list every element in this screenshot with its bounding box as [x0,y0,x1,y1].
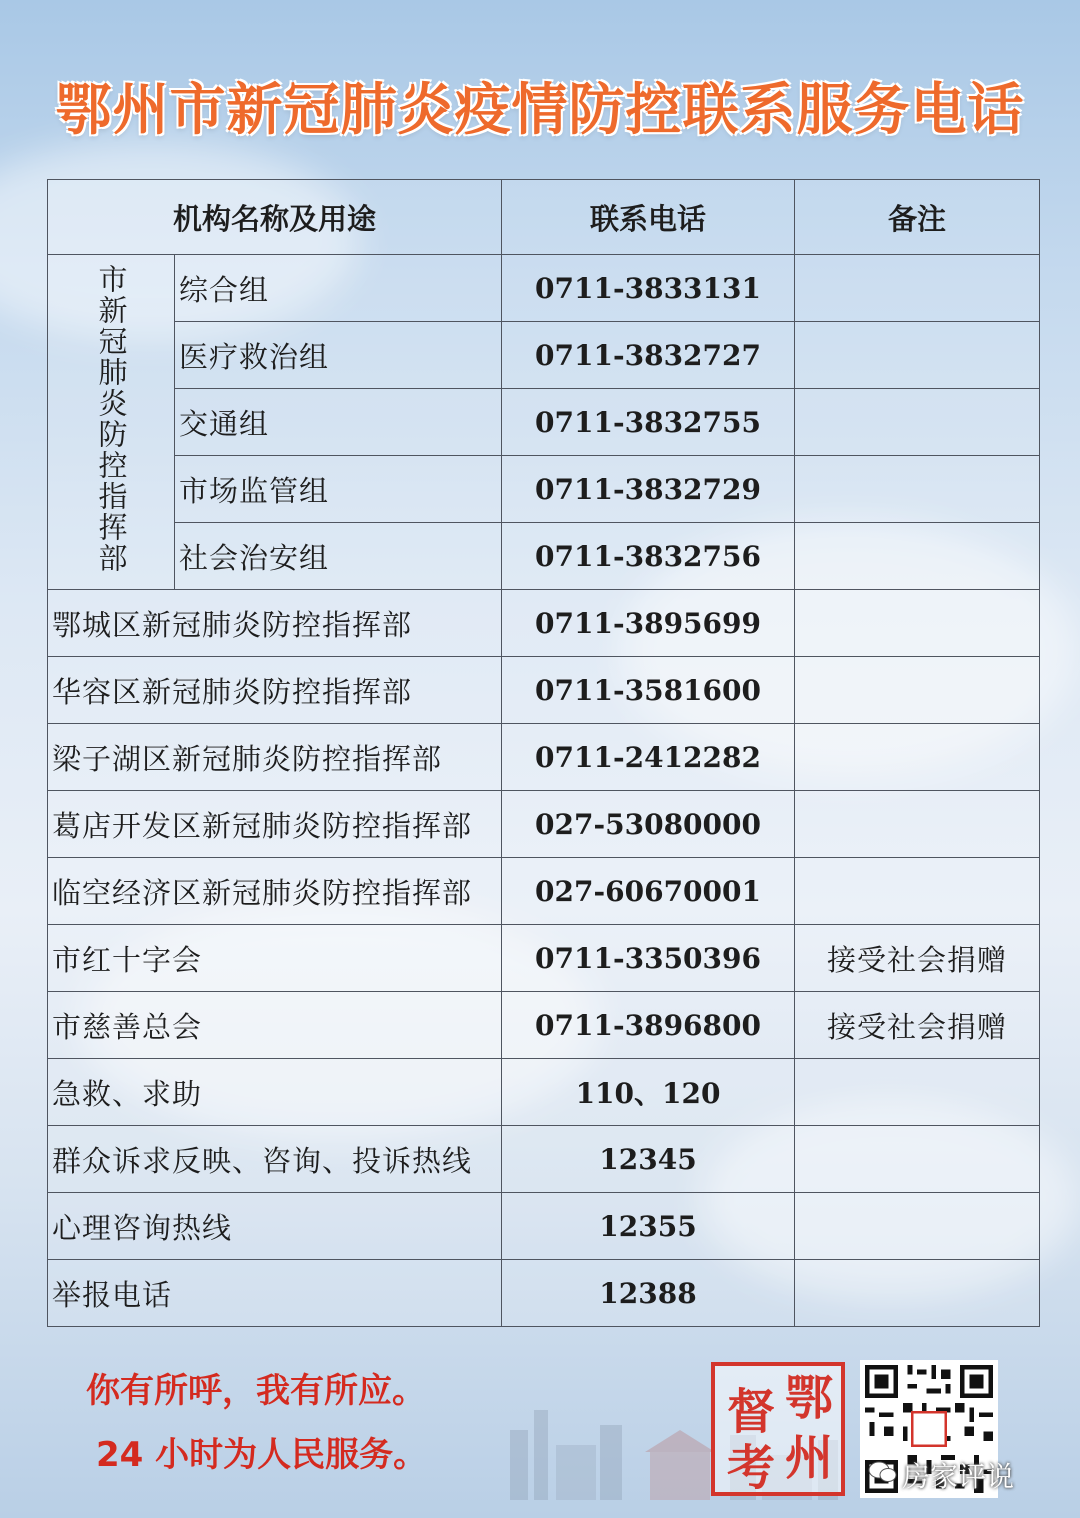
org-name: 葛店开发区新冠肺炎防控指挥部 [48,791,502,858]
wechat-icon [868,1460,898,1484]
phone-number[interactable]: 0711-3833131 [502,255,795,322]
org-name: 综合组 [175,255,502,322]
phone-number[interactable]: 12355 [502,1193,795,1260]
note: 接受社会捐赠 [795,992,1040,1059]
table-row [48,657,1040,724]
table-row [48,791,1040,858]
slogan-line-2: 24 小时为人民服务。 [96,1435,428,1475]
phone-number[interactable]: 0711-3832755 [502,389,795,456]
note: 接受社会捐赠 [795,925,1040,992]
table-row [48,255,1040,322]
phone-number[interactable]: 0711-3895699 [502,590,795,657]
org-name: 梁子湖区新冠肺炎防控指挥部 [48,724,502,791]
note [795,858,1040,925]
table-row [48,1126,1040,1193]
table-row [48,590,1040,657]
phone-number[interactable]: 12345 [502,1126,795,1193]
org-name: 交通组 [175,389,502,456]
table-row [48,1260,1040,1327]
header-phone: 联系电话 [502,180,795,255]
org-name: 急救、求助 [48,1059,502,1126]
table-row [48,858,1040,925]
note [795,1059,1040,1126]
table-row [48,925,1040,992]
seal-char: 考 [727,1440,776,1496]
org-name: 市场监管组 [175,456,502,523]
table-row [48,322,1040,389]
phone-number[interactable]: 0711-3832756 [502,523,795,590]
note [795,523,1040,590]
seal-char: 鄂 [785,1370,834,1426]
seal-char: 督 [727,1384,776,1440]
note [795,255,1040,322]
wechat-account-label: 房家评说 [902,1460,1015,1493]
org-name: 群众诉求反映、咨询、投诉热线 [48,1126,502,1193]
note [795,724,1040,791]
org-name: 心理咨询热线 [48,1193,502,1260]
phone-number[interactable]: 0711-3896800 [502,992,795,1059]
org-name: 社会治安组 [175,523,502,590]
table-row [48,1193,1040,1260]
seal-logo [711,1362,845,1496]
table-row [48,1059,1040,1126]
phone-number[interactable]: 0711-3832729 [502,456,795,523]
page-title: 鄂州市新冠肺炎疫情防控联系服务电话 [55,78,1025,143]
note [795,389,1040,456]
table-row [48,523,1040,590]
org-name: 华容区新冠肺炎防控指挥部 [48,657,502,724]
seal-char: 州 [785,1430,834,1486]
table-row [48,389,1040,456]
phone-number[interactable]: 027-53080000 [502,791,795,858]
note [795,322,1040,389]
table-header-row [48,180,1040,255]
phone-number[interactable]: 110、120 [502,1059,795,1126]
org-name: 医疗救治组 [175,322,502,389]
group-name-cell [48,255,175,590]
org-name: 临空经济区新冠肺炎防控指挥部 [48,858,502,925]
table-row [48,456,1040,523]
note [795,1126,1040,1193]
note [795,590,1040,657]
header-organization: 机构名称及用途 [48,180,502,255]
org-name: 市慈善总会 [48,992,502,1059]
phone-number[interactable]: 0711-3350396 [502,925,795,992]
note [795,456,1040,523]
table-row [48,992,1040,1059]
contact-table [47,179,1040,1327]
header-note: 备注 [795,180,1040,255]
note [795,791,1040,858]
org-name: 市红十字会 [48,925,502,992]
org-name: 鄂城区新冠肺炎防控指挥部 [48,590,502,657]
note [795,1193,1040,1260]
phone-number[interactable]: 0711-2412282 [502,724,795,791]
note [795,657,1040,724]
table-row [48,724,1040,791]
group-name: 市新冠肺炎防控指挥部 [94,263,129,574]
phone-number[interactable]: 12388 [502,1260,795,1327]
slogan-line-1: 你有所呼，我有所应。 [86,1371,426,1411]
org-name: 举报电话 [48,1260,502,1327]
phone-number[interactable]: 027-60670001 [502,858,795,925]
note [795,1260,1040,1327]
phone-number[interactable]: 0711-3832727 [502,322,795,389]
phone-number[interactable]: 0711-3581600 [502,657,795,724]
